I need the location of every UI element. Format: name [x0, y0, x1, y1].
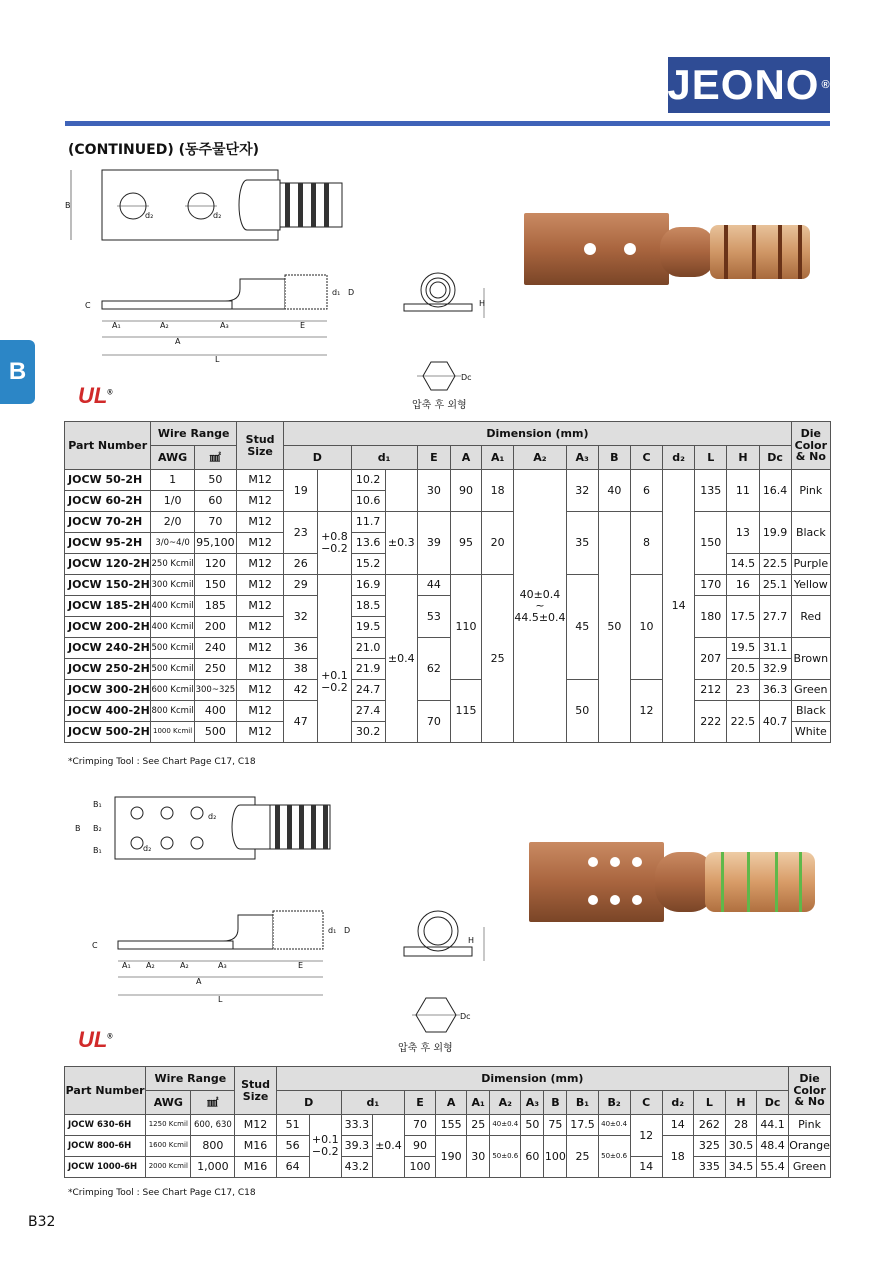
table-cell: Purple — [791, 554, 830, 575]
table-cell: 1000 Kcmil — [151, 722, 194, 743]
table-cell: 20.5 — [727, 659, 759, 680]
drawing-side-view-2 — [88, 905, 358, 1005]
table-cell: M12 — [236, 680, 283, 701]
svg-text:A₁: A₁ — [112, 321, 121, 330]
header-rule — [65, 121, 830, 126]
table-cell: M12 — [236, 470, 283, 491]
table-cell: 180 — [695, 596, 727, 638]
table-cell: 21.9 — [351, 659, 385, 680]
table-cell: JOCW 630-6H — [65, 1115, 146, 1136]
table-cell: Yellow — [791, 575, 830, 596]
table-cell: JOCW 200-2H — [65, 617, 151, 638]
table-cell: Black — [791, 512, 830, 554]
table-cell: M12 — [236, 491, 283, 512]
table-cell: 44 — [417, 575, 450, 596]
table-cell: JOCW 150-2H — [65, 575, 151, 596]
table-cell: 500 Kcmil — [151, 659, 194, 680]
svg-text:B₁: B₁ — [93, 846, 102, 855]
table-cell: 29 — [284, 575, 318, 596]
table-cell: 18.5 — [351, 596, 385, 617]
table-cell: 120 — [194, 554, 236, 575]
table-cell: 150 — [194, 575, 236, 596]
crimping-tool-note-2: *Crimping Tool : See Chart Page C17, C18 — [68, 1188, 256, 1198]
table-cell: 95 — [450, 512, 481, 575]
svg-text:H: H — [479, 299, 486, 308]
th-A1: A₁ — [467, 1091, 490, 1115]
th-L: L — [693, 1091, 725, 1115]
table-cell: 30 — [417, 470, 450, 512]
table-cell: 39 — [417, 512, 450, 575]
th-H: H — [727, 446, 759, 470]
th-d2: d₂ — [662, 1091, 693, 1115]
table-cell: 500 — [194, 722, 236, 743]
table-cell: 19.9 — [759, 512, 791, 554]
table-cell: Pink — [789, 1115, 831, 1136]
drawing-top-view-1 — [65, 168, 365, 248]
th-A1: A₁ — [482, 446, 514, 470]
th-E: E — [404, 1091, 435, 1115]
table-cell: 56 — [276, 1136, 309, 1157]
th-A2: A₂ — [490, 1091, 521, 1115]
table-cell: JOCW 95-2H — [65, 533, 151, 554]
drawing-side-view-1 — [80, 265, 360, 365]
table-cell: 26 — [284, 554, 318, 575]
table-cell: 25.1 — [759, 575, 791, 596]
table-cell: +0.8 −0.2 — [318, 512, 351, 575]
table-cell: 70 — [194, 512, 236, 533]
th-mm2: ㎟ — [191, 1091, 235, 1115]
table-cell: 1600 Kcmil — [146, 1136, 191, 1157]
th-D: D — [284, 446, 351, 470]
table-cell: 40±0.4 — [598, 1115, 630, 1136]
table-cell: 12 — [630, 1115, 662, 1157]
table-cell: 400 Kcmil — [151, 596, 194, 617]
table-cell: JOCW 240-2H — [65, 638, 151, 659]
table-cell: 60 — [521, 1136, 544, 1178]
table-cell: 24.7 — [351, 680, 385, 701]
table-cell: JOCW 50-2H — [65, 470, 151, 491]
table-cell: 19.5 — [727, 638, 759, 659]
svg-text:E: E — [300, 321, 306, 330]
table-cell: Orange — [789, 1136, 831, 1157]
th-d2: d₂ — [663, 446, 695, 470]
table-cell: 21.0 — [351, 638, 385, 659]
table-cell: 53 — [417, 596, 450, 638]
table-cell: 16.4 — [759, 470, 791, 512]
table-cell: 115 — [450, 680, 481, 743]
table-cell: 47 — [284, 701, 318, 743]
table-cell: 11 — [727, 470, 759, 512]
table-cell: 19 — [284, 470, 318, 512]
table-cell: 500 Kcmil — [151, 638, 194, 659]
ul-mark-1: UL® — [78, 383, 113, 408]
table-cell: 31.1 — [759, 638, 791, 659]
crimping-tool-note-1: *Crimping Tool : See Chart Page C17, C18 — [68, 757, 256, 767]
table-cell: 400 Kcmil — [151, 617, 194, 638]
table-cell: M12 — [236, 512, 283, 533]
table-cell: 300~325 — [194, 680, 236, 701]
table-cell: 250 Kcmil — [151, 554, 194, 575]
table-cell: 95,100 — [194, 533, 236, 554]
th-Dc: Dᴄ — [759, 446, 791, 470]
th-Dc: Dᴄ — [757, 1091, 789, 1115]
section-tab: B — [0, 340, 35, 404]
table-cell: 30.2 — [351, 722, 385, 743]
th-d1: d₁ — [351, 446, 417, 470]
svg-text:A₃: A₃ — [218, 961, 227, 970]
table-cell: 200 — [194, 617, 236, 638]
table-cell: JOCW 400-2H — [65, 701, 151, 722]
th-A: A — [436, 1091, 467, 1115]
table-cell: 262 — [693, 1115, 725, 1136]
page-heading: (CONTINUED) (동주물단자) — [68, 142, 260, 158]
table-cell: 33.3 — [341, 1115, 372, 1136]
table-cell: 62 — [417, 638, 450, 701]
table-cell: JOCW 300-2H — [65, 680, 151, 701]
table-cell: JOCW 500-2H — [65, 722, 151, 743]
table-cell: M12 — [236, 533, 283, 554]
table-cell: 32 — [566, 470, 598, 512]
th-dimension: Dimension (mm) — [276, 1067, 789, 1091]
table-cell: 6 — [630, 470, 662, 512]
table-cell: M12 — [236, 596, 283, 617]
table-cell: 38 — [284, 659, 318, 680]
spec-table-6h — [64, 1066, 831, 1178]
table-cell: 44.1 — [757, 1115, 789, 1136]
table-cell: 30 — [467, 1136, 490, 1178]
brand-logo: JEONO ® — [668, 57, 830, 113]
svg-text:d₂: d₂ — [143, 844, 152, 853]
table-cell: 10 — [630, 575, 662, 680]
table-cell: 36.3 — [759, 680, 791, 701]
table-cell: M12 — [236, 575, 283, 596]
svg-text:A₁: A₁ — [122, 961, 131, 970]
drawing-end-view-2 — [400, 905, 495, 967]
svg-text:D: D — [348, 288, 355, 297]
table-cell: M12 — [236, 554, 283, 575]
table-cell: 400 — [194, 701, 236, 722]
th-stud-size: Stud Size — [236, 422, 283, 470]
table-cell: 60 — [194, 491, 236, 512]
table-cell: 110 — [450, 575, 481, 680]
table-cell: 22.5 — [759, 554, 791, 575]
table-cell: 30.5 — [725, 1136, 756, 1157]
table-cell: 16.9 — [351, 575, 385, 596]
table-cell: 300 Kcmil — [151, 575, 194, 596]
table-cell: Brown — [791, 638, 830, 680]
table-cell: M16 — [235, 1136, 276, 1157]
table-cell: 150 — [695, 512, 727, 575]
table-cell: JOCW 1000-6H — [65, 1157, 146, 1178]
svg-text:A₂: A₂ — [180, 961, 189, 970]
th-awg: AWG — [146, 1091, 191, 1115]
table-cell: Red — [791, 596, 830, 638]
table-cell: 40 — [598, 470, 630, 512]
table-cell: JOCW 70-2H — [65, 512, 151, 533]
th-part-number: Part Number — [65, 1067, 146, 1115]
svg-text:L: L — [218, 995, 223, 1004]
th-part-number: Part Number — [65, 422, 151, 470]
svg-text:B: B — [75, 824, 81, 833]
svg-text:d₁: d₁ — [332, 288, 341, 297]
table-cell: Pink — [791, 470, 830, 512]
table-cell: 70 — [404, 1115, 435, 1136]
table-cell: 100 — [544, 1136, 567, 1178]
table-cell: 50 — [598, 512, 630, 743]
svg-text:H: H — [468, 936, 475, 945]
table-cell: 600, 630 — [191, 1115, 235, 1136]
table-cell: 55.4 — [757, 1157, 789, 1178]
drawing-end-view-1 — [400, 268, 495, 330]
table-cell: 25 — [482, 575, 514, 743]
svg-text:A₃: A₃ — [220, 321, 229, 330]
ul-mark-2: UL® — [78, 1027, 113, 1052]
th-L: L — [695, 446, 727, 470]
table-cell: 1/0 — [151, 491, 194, 512]
table-cell: 10.6 — [351, 491, 385, 512]
table-cell: 15.2 — [351, 554, 385, 575]
table-cell: 20 — [482, 512, 514, 575]
table-cell: 14 — [630, 1157, 662, 1178]
svg-text:C: C — [92, 941, 98, 950]
table-cell: 25 — [467, 1115, 490, 1136]
th-d1: d₁ — [341, 1091, 404, 1115]
table-cell: M12 — [236, 659, 283, 680]
th-C: C — [630, 446, 662, 470]
table-cell: 18 — [662, 1136, 693, 1178]
th-awg: AWG — [151, 446, 194, 470]
th-B2: B₂ — [598, 1091, 630, 1115]
table-cell: 50±0.6 — [490, 1136, 521, 1178]
spec-table-2h — [64, 421, 831, 743]
table-cell: 43.2 — [341, 1157, 372, 1178]
svg-text:B₁: B₁ — [93, 800, 102, 809]
table-cell: 50 — [194, 470, 236, 491]
table-cell: 207 — [695, 638, 727, 680]
table-cell: 32 — [284, 596, 318, 638]
table-cell: +0.1 −0.2 — [318, 575, 351, 743]
table-cell: 240 — [194, 638, 236, 659]
table-cell: 19.5 — [351, 617, 385, 638]
svg-text:A: A — [196, 977, 202, 986]
svg-text:Dᴄ: Dᴄ — [461, 373, 472, 382]
table-cell: 2/0 — [151, 512, 194, 533]
table-cell: 90 — [404, 1136, 435, 1157]
table-cell: 1 — [151, 470, 194, 491]
table-cell: White — [791, 722, 830, 743]
table-cell: 600 Kcmil — [151, 680, 194, 701]
th-D: D — [276, 1091, 341, 1115]
table-cell: 42 — [284, 680, 318, 701]
table-cell: 1,000 — [191, 1157, 235, 1178]
table-cell: 190 — [436, 1136, 467, 1178]
th-die: Die Color & No — [791, 422, 830, 470]
table-cell — [318, 470, 351, 512]
th-B: B — [544, 1091, 567, 1115]
table-cell: 16 — [727, 575, 759, 596]
table-cell: JOCW 800-6H — [65, 1136, 146, 1157]
table-cell: M12 — [235, 1115, 276, 1136]
product-photo-6h — [525, 838, 830, 926]
table-cell: 23 — [727, 680, 759, 701]
svg-text:A₂: A₂ — [160, 321, 169, 330]
svg-text:D: D — [344, 926, 351, 935]
table-cell: 27.7 — [759, 596, 791, 638]
table-cell: 12 — [630, 680, 662, 743]
table-cell: 39.3 — [341, 1136, 372, 1157]
table-cell: 3/0~4/0 — [151, 533, 194, 554]
table-cell: ±0.4 — [372, 1115, 404, 1178]
svg-text:d₂: d₂ — [213, 211, 222, 220]
table-cell: 25 — [567, 1136, 598, 1178]
table-cell: 23 — [284, 512, 318, 554]
th-die: Die Color & No — [789, 1067, 831, 1115]
table-cell: 17.5 — [727, 596, 759, 638]
svg-text:Dᴄ: Dᴄ — [460, 1012, 471, 1021]
table-cell: 51 — [276, 1115, 309, 1136]
table-cell: 14.5 — [727, 554, 759, 575]
table-cell: 50±0.6 — [598, 1136, 630, 1178]
th-dimension: Dimension (mm) — [284, 422, 791, 446]
table-cell: 100 — [404, 1157, 435, 1178]
table-cell: 40±0.4 — [490, 1115, 521, 1136]
svg-text:E: E — [298, 961, 304, 970]
th-wire-range: Wire Range — [151, 422, 237, 446]
table-cell: M12 — [236, 638, 283, 659]
table-cell: JOCW 250-2H — [65, 659, 151, 680]
table-cell: +0.1 −0.2 — [309, 1115, 341, 1178]
th-stud-size: Stud Size — [235, 1067, 276, 1115]
table-cell: 2000 Kcmil — [146, 1157, 191, 1178]
table-cell: 17.5 — [567, 1115, 598, 1136]
table-cell: 40.7 — [759, 701, 791, 743]
page-number: B32 — [28, 1214, 56, 1230]
table-cell: 22.5 — [727, 701, 759, 743]
after-crimp-caption-2: 압축 후 외형 — [398, 1043, 453, 1054]
table-cell: 800 Kcmil — [151, 701, 194, 722]
table-cell: 48.4 — [757, 1136, 789, 1157]
drawing-hex-1 — [415, 358, 475, 394]
svg-text:B: B — [65, 201, 71, 210]
after-crimp-caption-1: 압축 후 외형 — [412, 400, 467, 411]
table-cell: 335 — [693, 1157, 725, 1178]
table-cell: ±0.4 — [385, 575, 417, 743]
table-cell: 50 — [566, 680, 598, 743]
table-cell: 13 — [727, 512, 759, 554]
table-cell: 212 — [695, 680, 727, 701]
table-cell: JOCW 185-2H — [65, 596, 151, 617]
table-cell: JOCW 120-2H — [65, 554, 151, 575]
table-cell: M12 — [236, 701, 283, 722]
table-cell: 36 — [284, 638, 318, 659]
table-cell: 325 — [693, 1136, 725, 1157]
table-cell: 28 — [725, 1115, 756, 1136]
svg-text:B₂: B₂ — [93, 824, 102, 833]
table-cell: 10.2 — [351, 470, 385, 491]
drawing-top-view-2 — [75, 795, 365, 863]
svg-text:d₁: d₁ — [328, 926, 337, 935]
table-cell: 11.7 — [351, 512, 385, 533]
table-cell: 250 — [194, 659, 236, 680]
table-cell: JOCW 60-2H — [65, 491, 151, 512]
th-A3: A₃ — [521, 1091, 544, 1115]
table-cell: 75 — [544, 1115, 567, 1136]
table-cell — [385, 470, 417, 512]
table-cell: M12 — [236, 617, 283, 638]
th-B: B — [598, 446, 630, 470]
svg-text:d₂: d₂ — [208, 812, 217, 821]
table-cell: 8 — [630, 512, 662, 575]
svg-text:d₂: d₂ — [145, 211, 154, 220]
table-cell: 18 — [482, 470, 514, 512]
table-cell: 14 — [663, 470, 695, 743]
table-cell: 45 — [566, 575, 598, 680]
drawing-hex-2 — [410, 995, 474, 1037]
table-cell: 13.6 — [351, 533, 385, 554]
th-mm2: ㎟ — [194, 446, 236, 470]
table-cell: M12 — [236, 722, 283, 743]
svg-text:C: C — [85, 301, 91, 310]
table-cell: Green — [789, 1157, 831, 1178]
table-cell: 27.4 — [351, 701, 385, 722]
table-cell: 34.5 — [725, 1157, 756, 1178]
th-A2: A₂ — [514, 446, 566, 470]
table-cell: Green — [791, 680, 830, 701]
table-cell: 800 — [191, 1136, 235, 1157]
th-B1: B₁ — [567, 1091, 598, 1115]
table-cell: 35 — [566, 512, 598, 575]
th-H: H — [725, 1091, 756, 1115]
table-cell: M16 — [235, 1157, 276, 1178]
table-cell: 70 — [417, 701, 450, 743]
svg-text:A: A — [175, 337, 181, 346]
table-cell: 170 — [695, 575, 727, 596]
table-cell: 32.9 — [759, 659, 791, 680]
table-cell: ±0.3 — [385, 512, 417, 575]
table-cell: 40±0.4 ~ 44.5±0.4 — [514, 470, 566, 743]
table-cell: 50 — [521, 1115, 544, 1136]
product-photo-2h — [520, 205, 830, 295]
table-cell: 185 — [194, 596, 236, 617]
th-C: C — [630, 1091, 662, 1115]
table-cell: 64 — [276, 1157, 309, 1178]
table-cell: 135 — [695, 470, 727, 512]
table-cell: 1250 Kcmil — [146, 1115, 191, 1136]
svg-text:L: L — [215, 355, 220, 364]
th-wire-range: Wire Range — [146, 1067, 235, 1091]
table-cell: Black — [791, 701, 830, 722]
table-cell: 222 — [695, 701, 727, 743]
table-cell: 90 — [450, 470, 481, 512]
th-E: E — [417, 446, 450, 470]
th-A3: A₃ — [566, 446, 598, 470]
svg-text:A₂: A₂ — [146, 961, 155, 970]
th-A: A — [450, 446, 481, 470]
table-cell: 155 — [436, 1115, 467, 1136]
table-cell: 14 — [662, 1115, 693, 1136]
